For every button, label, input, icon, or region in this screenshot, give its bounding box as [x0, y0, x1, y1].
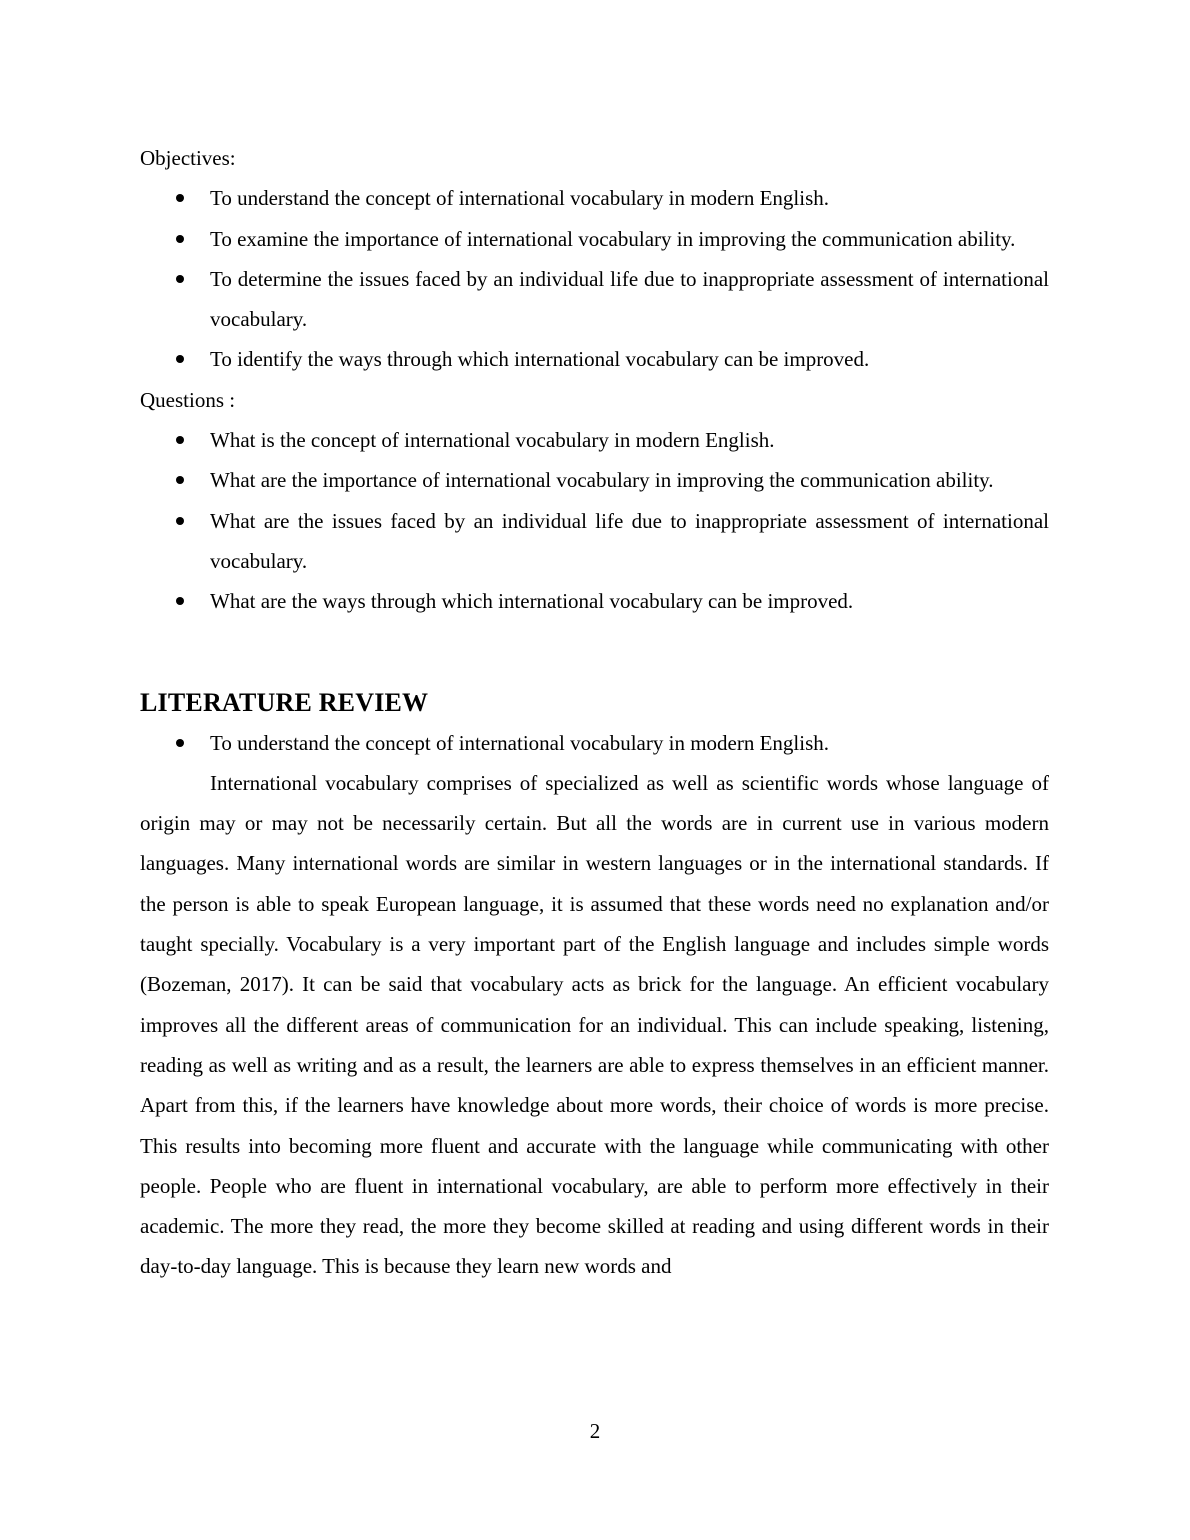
objective-item: To determine the issues faced by an individual life due to inappropriate assessment of international vocabulary.	[140, 259, 1049, 340]
objective-item: To understand the concept of international vocabulary in modern English.	[140, 178, 1049, 218]
objectives-label: Objectives:	[140, 146, 236, 170]
literature-review-list	[140, 723, 1049, 763]
questions-label: Questions :	[140, 387, 236, 412]
literature-review-paragraph: International vocabulary comprises of specialized as well as scientific words whose language of origin may or may not be necessarily certain. But all the words are in current use in various modern languages. Many international words are similar in western languages or in the international standards. If the person is able to speak European language, it is assumed that these words need no explanation and/or taught specially. Vocabulary is a very important part of the English language and includes simple words (Bozeman, 2017). It can be said that vocabulary acts as brick for the language. An efficient vocabulary improves all the different areas of communication for an individual. This can include speaking, listening, reading as well as writing and as a result, the learners are able to express themselves in an efficient manner. Apart from this, if the learners have knowledge about more words, their choice of words is more precise. This results into becoming more fluent and accurate with the language while communicating with other people. People who are fluent in international vocabulary, are able to perform more effectively in their academic. The more they read, the more they become skilled at reading and using different words in their day-to-day language. This is because they learn new words and	[140, 770, 1049, 1279]
page-number: 2	[589, 1419, 601, 1443]
question-item: What are the issues faced by an individual life due to inappropriate assessment of international vocabulary.	[140, 501, 1049, 582]
literature-review-bullet: To understand the concept of international vocabulary in modern English.	[140, 723, 1049, 763]
objective-item: To examine the importance of international vocabulary in improving the communication ability.	[140, 219, 1049, 259]
document-page	[140, 138, 1049, 1287]
objectives-list	[140, 178, 1049, 379]
question-item: What is the concept of international vocabulary in modern English.	[140, 420, 1049, 460]
question-item: What are the ways through which international vocabulary can be improved.	[140, 581, 1049, 621]
question-item: What are the importance of international vocabulary in improving the communication ability.	[140, 460, 1049, 500]
literature-review-heading: LITERATURE REVIEW	[140, 687, 429, 717]
objective-item: To identify the ways through which international vocabulary can be improved.	[140, 339, 1049, 379]
questions-list	[140, 420, 1049, 621]
